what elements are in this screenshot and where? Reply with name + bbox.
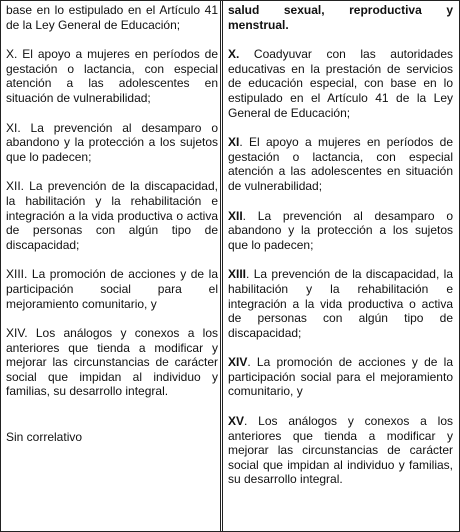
left-note: Sin correlativo <box>6 430 83 445</box>
item-text: . La prevención al desamparo o abandono y la protección a los sujetos que lo padecen; <box>228 208 453 252</box>
right-lead-line2: menstrual. <box>228 17 289 32</box>
right-item-xv <box>228 414 453 487</box>
item-number: XII <box>228 208 243 223</box>
right-item-xii <box>228 209 453 253</box>
item-number: X. <box>228 47 240 62</box>
item-text: . La prevención de la discapacidad, la habilitación y la rehabilitación e integración a la vida productiva o activa de personas con algún tipo de discapacidad; <box>228 267 453 340</box>
right-lead-line1: salud sexual, reproductiva y <box>228 3 453 17</box>
item-number: XI <box>228 135 240 150</box>
item-text: . La promoción de acciones y de la participación social para el mejoramiento comunitario, y <box>228 355 453 399</box>
right-item-xiv <box>228 355 453 399</box>
right-item-x <box>228 47 453 120</box>
right-item-xiii <box>228 267 453 340</box>
right-item-xi <box>228 135 453 193</box>
right-column <box>223 1 459 531</box>
left-column <box>1 1 222 531</box>
item-text: . El apoyo a mujeres en períodos de gestación o lactancia, con especial atención a las adolescentes en situación de vulnerabilidad; <box>228 135 453 193</box>
left-item-xi: XI. La prevención al desamparo o abandono y la protección a los sujetos que lo padecen; <box>6 120 218 164</box>
left-item-xiii: XIII. La promoción de acciones y de la participación social para el mejoramiento comunitario, y <box>6 267 218 311</box>
right-lead <box>228 3 453 32</box>
item-number: XIII <box>228 267 247 282</box>
left-item-x: X. El apoyo a mujeres en períodos de gestación o lactancia, con especial atención a las adolescentes en situación de vulnerabilidad; <box>6 47 218 105</box>
item-text: Coadyuvar con las autoridades educativas en la prestación de servicios de educación especial, con base en lo estipulado en el Artículo 41 de la Ley General de Educación; <box>228 47 453 120</box>
left-item-xiv: XIV. Los análogos y conexos a los anteriores que tienda a modificar y mejorar las circunstancias de carácter social que impidan al individuo y familias, su desarrollo integral. <box>6 326 218 399</box>
item-text: . Los análogos y conexos a los anteriores que tienda a modificar y mejorar las circunstancias de carácter social que impidan al individuo y familias, su desarrollo integral. <box>228 414 453 487</box>
left-lead: base en lo estipulado en el Artículo 41 de la Ley General de Educación; <box>6 3 218 32</box>
item-number: XIV <box>228 355 248 370</box>
item-number: XV <box>228 414 245 429</box>
left-item-xii: XII. La prevención de la discapacidad, la habilitación y la rehabilitación e integración a la vida productiva o activa de personas con algún tipo de discapacidad; <box>6 179 218 252</box>
